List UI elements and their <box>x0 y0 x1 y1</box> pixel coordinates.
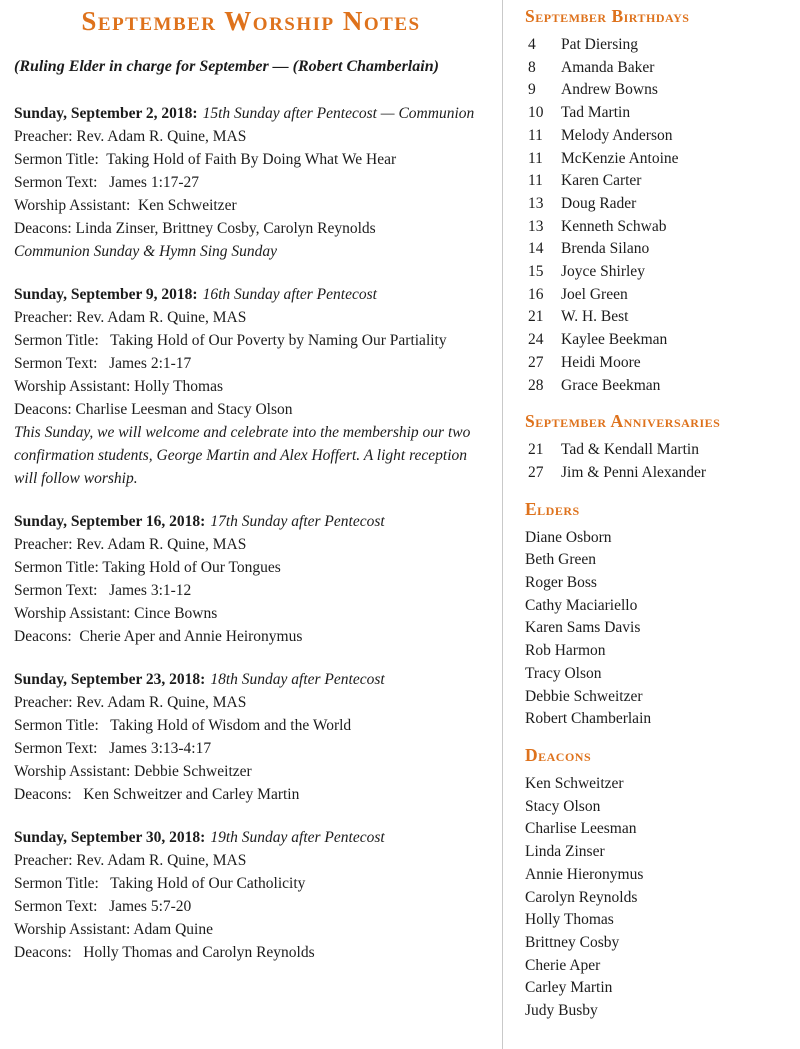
birthday-name: W. H. Best <box>561 308 629 326</box>
service-block <box>14 283 488 490</box>
service-heading <box>14 102 488 125</box>
birthday-name: Pat Diersing <box>561 36 639 53</box>
deacon-name: Carley Martin <box>525 979 613 997</box>
birthday-day: 11 <box>528 172 543 190</box>
service-block <box>14 510 488 648</box>
service-heading <box>14 510 488 533</box>
service-detail-line: Preacher: Rev. Adam R. Quine, MAS <box>14 852 247 869</box>
birthday-day: 28 <box>528 376 544 394</box>
birthday-name: Joel Green <box>561 285 628 303</box>
birthday-day: 16 <box>528 285 544 303</box>
birthday-name: Doug Rader <box>561 194 637 212</box>
service-date: Sunday, September 2, 2018: <box>14 105 198 122</box>
birthday-day: 15 <box>528 263 544 281</box>
anniversary-row <box>525 462 792 485</box>
service-detail-line: Sermon Text: James 5:7-20 <box>14 898 192 915</box>
service-detail-line: Preacher: Rev. Adam R. Quine, MAS <box>14 536 247 553</box>
service-date: Sunday, September 9, 2018: <box>14 286 198 303</box>
service-detail-line: Preacher: Rev. Adam R. Quine, MAS <box>14 309 247 326</box>
anniversary-day: 27 <box>528 463 544 481</box>
deacon-name: Carolyn Reynolds <box>525 888 638 906</box>
birthday-name: Melody Anderson <box>561 126 673 144</box>
service-date: Sunday, September 23, 2018: <box>14 671 206 688</box>
deacon-name: Brittney Cosby <box>525 933 620 951</box>
birthday-name: Karen Carter <box>561 172 642 190</box>
elder-name: Rob Harmon <box>525 642 606 660</box>
birthday-row <box>525 102 792 125</box>
birthday-name: Joyce Shirley <box>561 263 645 281</box>
service-detail-line: Deacons: Holly Thomas and Carolyn Reynolds <box>14 944 315 961</box>
birthday-name: Tad Martin <box>561 104 631 122</box>
page-title: September Worship Notes <box>81 6 421 36</box>
anniversaries-heading: September Anniversaries <box>525 411 721 432</box>
service-occasion: 15th Sunday after Pentecost — Communion <box>202 105 475 122</box>
birthday-day: 13 <box>528 217 544 235</box>
birthday-name: Andrew Bowns <box>561 81 658 99</box>
birthday-name: Heidi Moore <box>561 353 641 371</box>
service-detail-line: Worship Assistant: Adam Quine <box>14 921 213 938</box>
birthday-row <box>525 329 792 352</box>
service-detail-line: Sermon Text: James 3:1-12 <box>14 582 192 599</box>
service-detail-line: Sermon Title: Taking Hold of Our Catholicity <box>14 875 306 892</box>
birthday-name: McKenzie Antoine <box>561 149 679 167</box>
deacon-name: Cherie Aper <box>525 956 601 974</box>
deacon-name: Holly Thomas <box>525 911 614 929</box>
ruling-elder-subtitle: (Ruling Elder in charge for September — (Robert Chamberlain) <box>14 58 439 75</box>
service-heading <box>14 283 488 306</box>
service-detail-line: Preacher: Rev. Adam R. Quine, MAS <box>14 128 247 145</box>
birthday-row <box>525 261 792 284</box>
service-detail-line: Sermon Text: James 1:17-27 <box>14 174 200 191</box>
service-detail-line: Deacons: Cherie Aper and Annie Heironymus <box>14 628 303 645</box>
birthday-row <box>525 193 792 216</box>
service-block <box>14 826 488 964</box>
service-detail-line: Sermon Text: James 3:13-4:17 <box>14 740 212 757</box>
birthday-day: 4 <box>528 36 536 53</box>
service-heading <box>14 826 488 849</box>
birthday-row <box>525 57 792 80</box>
service-occasion: 16th Sunday after Pentecost <box>202 286 377 303</box>
birthday-day: 13 <box>528 194 544 212</box>
elders-heading: Elders <box>525 498 580 519</box>
birthday-row <box>525 306 792 329</box>
service-detail-line: Worship Assistant: Holly Thomas <box>14 378 224 395</box>
service-date: Sunday, September 16, 2018: <box>14 513 206 530</box>
service-detail-line: Sermon Title: Taking Hold of Wisdom and the World <box>14 717 352 734</box>
birthday-day: 11 <box>528 149 543 167</box>
birthday-row <box>525 216 792 239</box>
birthday-name: Amanda Baker <box>561 58 655 76</box>
birthday-day: 9 <box>528 81 536 99</box>
service-block <box>14 102 488 263</box>
service-occasion: 19th Sunday after Pentecost <box>210 829 385 846</box>
service-detail-line: Sermon Title: Taking Hold of Our Poverty by Naming Our Partiality <box>14 332 447 349</box>
service-detail-line: Sermon Text: James 2:1-17 <box>14 355 192 372</box>
birthday-row <box>525 352 792 375</box>
elder-name: Tracy Olson <box>525 664 602 682</box>
service-detail-line: Sermon Title: Taking Hold of Our Tongues <box>14 559 281 576</box>
birthday-name: Kenneth Schwab <box>561 217 667 235</box>
birthday-day: 27 <box>528 353 544 371</box>
service-detail-line: Deacons: Charlise Leesman and Stacy Olson <box>14 401 293 418</box>
elder-name: Cathy Maciariello <box>525 596 638 614</box>
sidebar-column <box>502 0 800 1049</box>
elder-name: Diane Osborn <box>525 528 612 546</box>
birthdays-heading: September Birthdays <box>525 6 690 26</box>
service-note: Communion Sunday & Hymn Sing Sunday <box>14 243 278 260</box>
deacon-name: Charlise Leesman <box>525 820 637 838</box>
birthday-row <box>525 170 792 193</box>
birthday-row <box>525 148 792 171</box>
birthday-row <box>525 375 792 398</box>
elder-name: Karen Sams Davis <box>525 619 641 637</box>
anniversary-name: Jim & Penni Alexander <box>561 463 707 481</box>
service-detail-line: Worship Assistant: Cince Bowns <box>14 605 218 622</box>
service-detail-line: Sermon Title: Taking Hold of Faith By Doing What We Hear <box>14 151 397 168</box>
service-detail-line: Deacons: Ken Schweitzer and Carley Martin <box>14 786 300 803</box>
service-occasion: 17th Sunday after Pentecost <box>210 513 385 530</box>
deacon-name: Linda Zinser <box>525 843 605 861</box>
service-detail-line: Deacons: Linda Zinser, Brittney Cosby, Carolyn Reynolds <box>14 220 376 237</box>
birthday-day: 8 <box>528 58 536 76</box>
elder-name: Beth Green <box>525 551 597 569</box>
birthday-day: 11 <box>528 126 543 144</box>
deacon-name: Annie Hieronymus <box>525 865 644 883</box>
birthday-row <box>525 238 792 261</box>
birthday-row <box>525 34 792 57</box>
service-note: This Sunday, we will welcome and celebrate into the membership our two confirmation students, George Martin and Alex Hoffert. A light reception will follow worship. <box>14 424 471 487</box>
anniversary-day: 21 <box>528 441 544 459</box>
elder-name: Roger Boss <box>525 574 597 592</box>
birthday-day: 14 <box>528 240 544 258</box>
birthday-name: Kaylee Beekman <box>561 331 668 349</box>
service-block <box>14 668 488 806</box>
birthday-day: 10 <box>528 104 544 122</box>
service-heading <box>14 668 488 691</box>
birthday-name: Grace Beekman <box>561 376 661 394</box>
elder-name: Debbie Schweitzer <box>525 687 643 705</box>
deacon-name: Stacy Olson <box>525 797 601 815</box>
service-date: Sunday, September 30, 2018: <box>14 829 206 846</box>
birthday-row <box>525 125 792 148</box>
deacons-heading: Deacons <box>525 744 592 765</box>
service-detail-line: Worship Assistant: Ken Schweitzer <box>14 197 237 214</box>
birthday-day: 21 <box>528 308 544 326</box>
deacon-name: Ken Schweitzer <box>525 774 624 792</box>
service-detail-line: Worship Assistant: Debbie Schweitzer <box>14 763 252 780</box>
anniversary-name: Tad & Kendall Martin <box>561 441 699 459</box>
birthday-row <box>525 284 792 307</box>
service-occasion: 18th Sunday after Pentecost <box>210 671 385 688</box>
service-detail-line: Preacher: Rev. Adam R. Quine, MAS <box>14 694 247 711</box>
anniversary-row <box>525 439 792 462</box>
birthday-row <box>525 79 792 102</box>
birthday-day: 24 <box>528 331 544 349</box>
elder-name: Robert Chamberlain <box>525 710 652 728</box>
birthday-name: Brenda Silano <box>561 240 650 258</box>
deacon-name: Judy Busby <box>525 1002 598 1020</box>
